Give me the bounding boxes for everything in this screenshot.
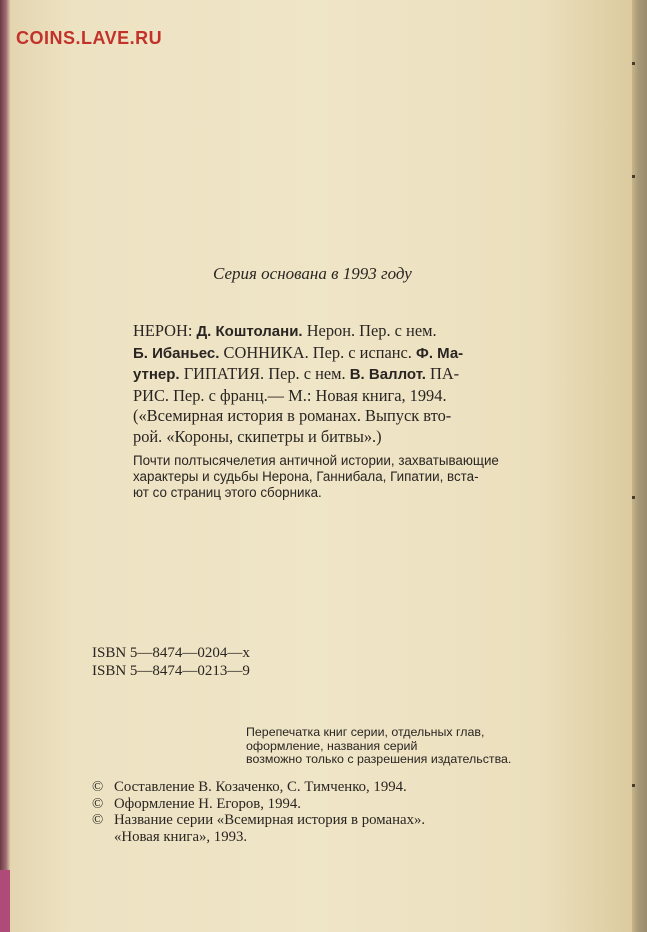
isbn-line: ISBN 5—8474—0204—x [92,645,250,661]
annotation-line: характеры и судьбы Нерона, Ганнибала, Гипатии, вста- [133,469,479,484]
right-page-edge [632,0,647,932]
left-page-edge-cover [0,870,10,932]
copyright-symbol-icon: © [92,795,104,812]
copyright-symbol-icon: © [92,812,104,828]
copyright-symbol-icon: © [92,779,104,795]
biblio-line: утнер. ГИПАТИЯ. Пер. с нем. В. Валлот. ПА- [133,364,460,383]
isbn-line: ISBN 5—8474—0213—9 [92,663,250,679]
copyright-line: © Оформление Н. Егоров, 1994. [92,795,301,812]
annotation-line: Почти полтысячелетия античной истории, захватывающие [133,453,499,468]
reprint-line: Перепечатка книг серии, отдельных глав, [246,725,485,739]
copyright-line: © Составление В. Козаченко, С. Тимченко, 1994. [92,779,407,795]
left-page-edge [0,0,10,932]
biblio-line: Б. Ибаньес. СОННИКА. Пер. с испанс. Ф. Ма- [133,342,464,362]
copyright-line: «Новая книга», 1993. [114,828,248,845]
site-watermark: COINS.LAVE.RU [16,28,163,48]
biblio-line: НЕРОН: Д. Коштолани. Нерон. Пер. с нем. [133,321,437,340]
isbn-block [92,644,250,680]
bibliographic-record [133,321,528,447]
biblio-line: РИС. Пер. с франц.— М.: Новая книга, 1994. [133,385,447,405]
copyright-block [92,779,425,845]
reprint-line: оформление, названия серий [246,738,418,753]
binding-mark [632,62,635,65]
copyright-line: © Название серии «Всемирная история в романах». [92,812,426,828]
book-annotation [133,453,525,501]
binding-mark [632,175,635,178]
biblio-line: рой. «Короны, скипетры и битвы».) [133,426,382,446]
biblio-line: («Всемирная история в романах. Выпуск вто- [133,406,452,425]
reprint-line: возможно только с разрешения издательства. [246,752,512,766]
binding-mark [632,784,635,787]
reprint-notice [246,726,511,767]
annotation-line: ют со страниц этого сборника. [133,485,322,500]
binding-mark [632,496,635,499]
series-note: Серия основана в 1993 году [213,264,412,283]
